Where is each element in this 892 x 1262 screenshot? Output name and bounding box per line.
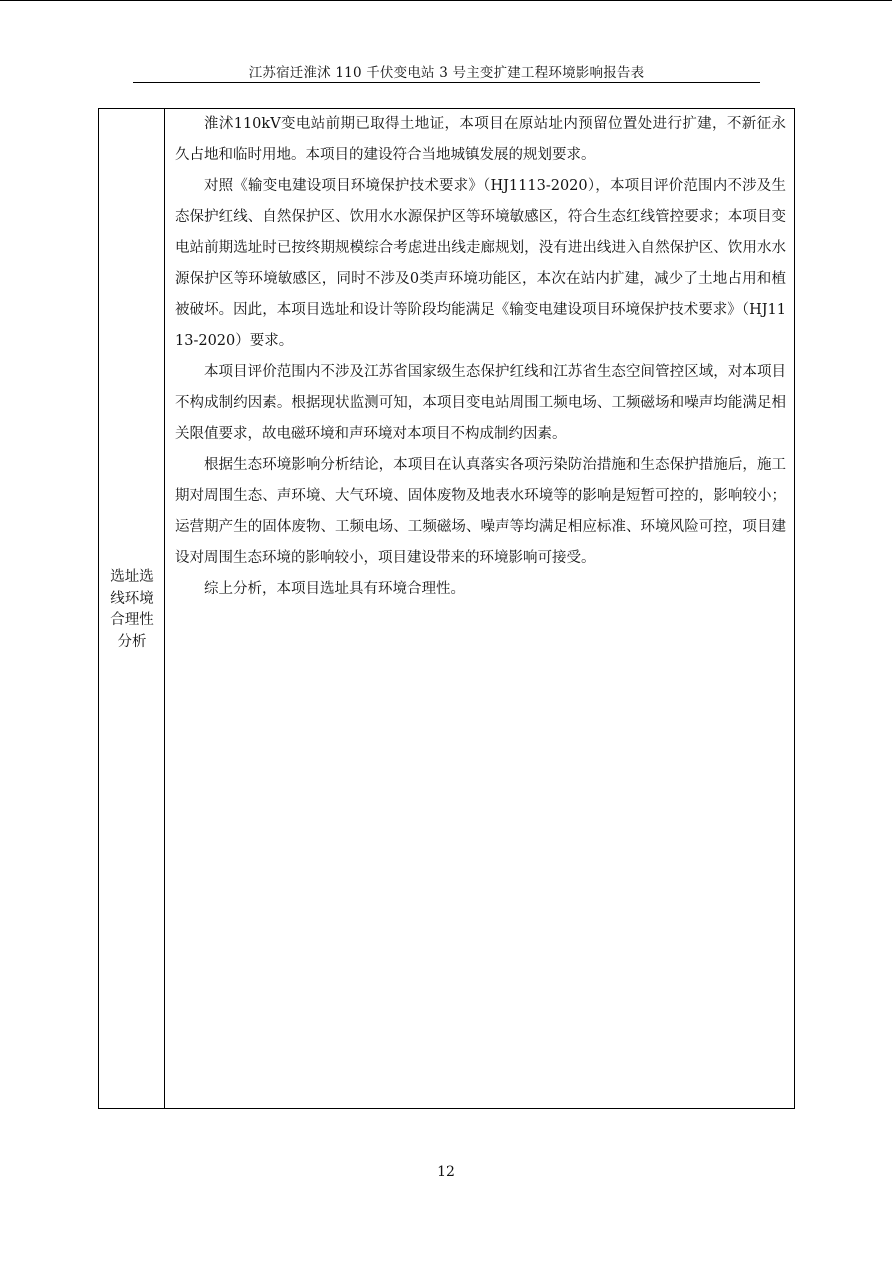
paragraph-impact-conclusion: 根据生态环境影响分析结论，本项目在认真落实各项污染防治措施和生态保护措施后，施工期对周围生态、声环境、大气环境、固体废物及地表水环境等的影响是短暂可控的，影响较小；运营期产生的固体废物、工频电场、工频磁场、噪声等均满足相应标准、环境风险可控，项目建设对周围生态环境的影响较小，项目建设带来的环境影响可接受。 xyxy=(175,457,786,566)
paragraph-land-use: 淮沭110kV变电站前期已取得土地证，本项目在原站址内预留位置处进行扩建，不新征永久占地和临时用地。本项目的建设符合当地城镇发展的规划要求。 xyxy=(175,116,786,163)
page-number: 12 xyxy=(437,1164,455,1180)
report-table xyxy=(98,108,795,1109)
row-label-text: 选址选线环境合理性分析 xyxy=(110,569,154,650)
paragraph-ecological-redline: 本项目评价范围内不涉及江苏省国家级生态保护红线和江苏省生态空间管控区域，对本项目不构成制约因素。根据现状监测可知，本项目变电站周围工频电场、工频磁场和噪声均能满足相关限值要求，故电磁环境和声环境对本项目不构成制约因素。 xyxy=(175,364,786,442)
paragraph-technical-requirements: 对照《输变电建设项目环境保护技术要求》（HJ1113-2020），本项目评价范围内不涉及生态保护红线、自然保护区、饮用水水源保护区等环境敏感区，符合生态红线管控要求；本项目变电站前期选址时已按终期规模综合考虑进出线走廊规划，没有进出线进入自然保护区、饮用水水源保护区等环境敏感区，同时不涉及0类声环境功能区，本次在站内扩建，减少了土地占用和植被破坏。因此，本项目选址和设计等阶段均能满足《输变电建设项目环境保护技术要求》（HJ1113-2020）要求。 xyxy=(175,178,786,349)
row-label-cell xyxy=(99,109,165,1108)
page-top-border xyxy=(0,0,892,1)
row-content-cell xyxy=(165,109,794,1108)
document-header-title: 江苏宿迁淮沭 110 千伏变电站 3 号主变扩建工程环境影响报告表 xyxy=(248,65,645,81)
header-rule xyxy=(133,82,760,83)
paragraph-summary: 综上分析，本项目选址具有环境合理性。 xyxy=(204,581,465,597)
